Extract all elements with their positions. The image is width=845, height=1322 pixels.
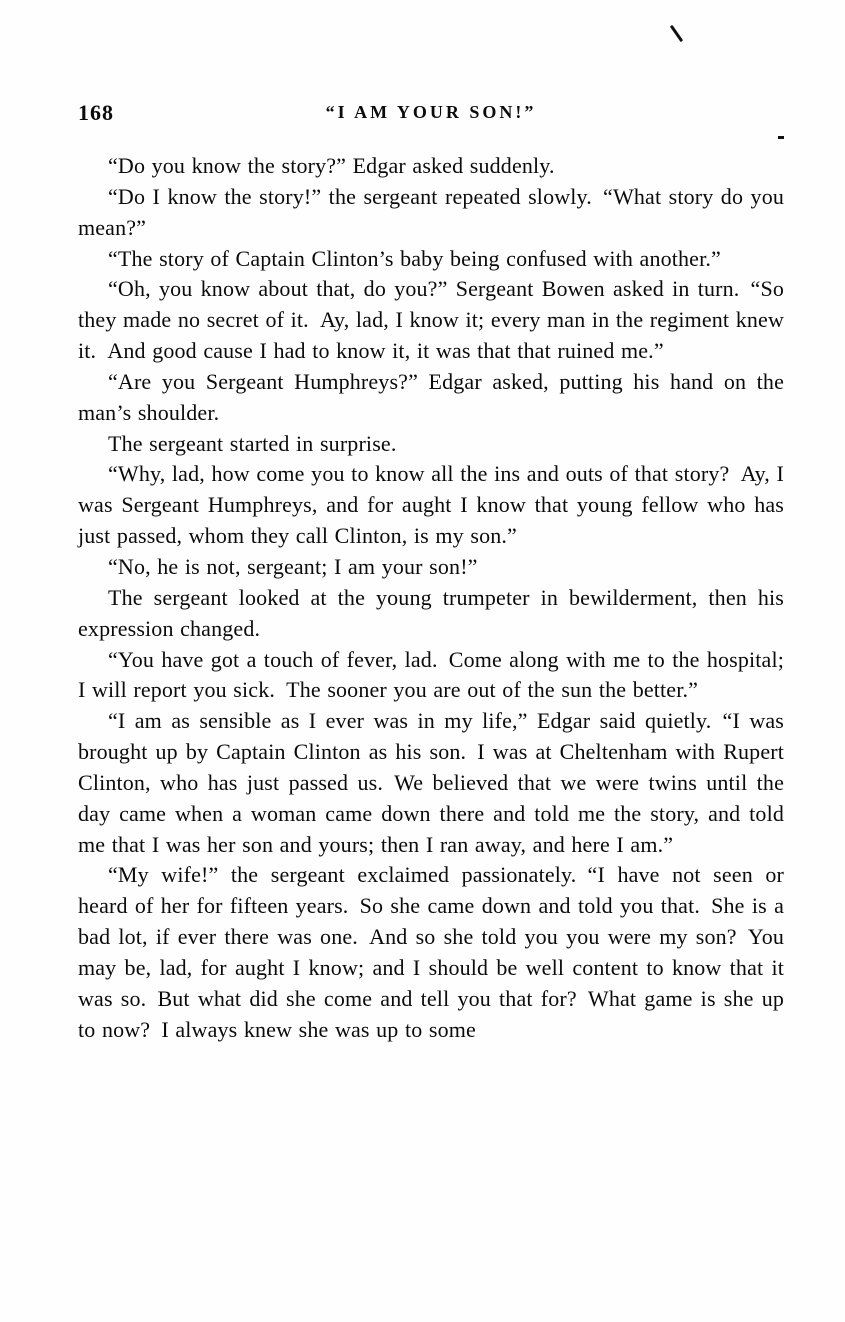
paragraph: “My wife!” the sergeant exclaimed passionately. “I have not seen or heard of her for fifteen years. So she came down and told you that. She is a bad lot, if ever there was one. And so she told you you were my son? You may be, lad, for aught I know; and I should be well content to know that it was so. But what did she come and tell you that for? What game is she up to now? I always knew she was up to some xyxy=(78,862,784,1042)
running-head-title: “I AM YOUR SON!” xyxy=(325,102,537,122)
paragraph: “I am as sensible as I ever was in my life,” Edgar said quietly. “I was brought up by Captain Clinton as his son. I was at Cheltenham with Rupert Clinton, who has just passed us. We believed that we were twins until the day came when a woman came down there and told me the story, and told me that I was her son and yours; then I ran away, and here I am.” xyxy=(78,708,784,857)
paragraph: “Oh, you know about that, do you?” Sergeant Bowen asked in turn. “So they made no secret of it. Ay, lad, I know it; every man in the regiment knew it. And good cause I had to know it, it was that that ruined me.” xyxy=(78,276,784,364)
paragraph: “The story of Captain Clinton’s baby being confused with another.” xyxy=(108,245,721,271)
paragraph: The sergeant started in surprise. xyxy=(108,430,397,456)
page-number: 168 xyxy=(78,100,114,125)
page-header xyxy=(78,100,784,130)
paragraph: “No, he is not, sergeant; I am your son!” xyxy=(108,553,478,579)
paragraph: “Are you Sergeant Humphreys?” Edgar asked, putting his hand on the man’s shoulder. xyxy=(78,368,784,425)
scan-artifact-stroke xyxy=(670,25,683,42)
scan-artifact-dash xyxy=(778,136,784,139)
paragraph: “Do I know the story!” the sergeant repeated slowly. “What story do you mean?” xyxy=(78,183,784,240)
paragraph: “You have got a touch of fever, lad. Come along with me to the hospital; I will report you sick. The sooner you are out of the sun the better.” xyxy=(78,646,784,703)
paragraph: “Do you know the story?” Edgar asked suddenly. xyxy=(108,153,555,178)
paragraph: “Why, lad, how come you to know all the ins and outs of that story? Ay, I was Sergeant Humphreys, and for aught I know that young fellow who has just passed, whom they call Clinton, is my son.” xyxy=(78,461,784,549)
paragraph: The sergeant looked at the young trumpeter in bewilderment, then his expression changed. xyxy=(78,584,784,641)
page-text-body xyxy=(78,151,784,1045)
